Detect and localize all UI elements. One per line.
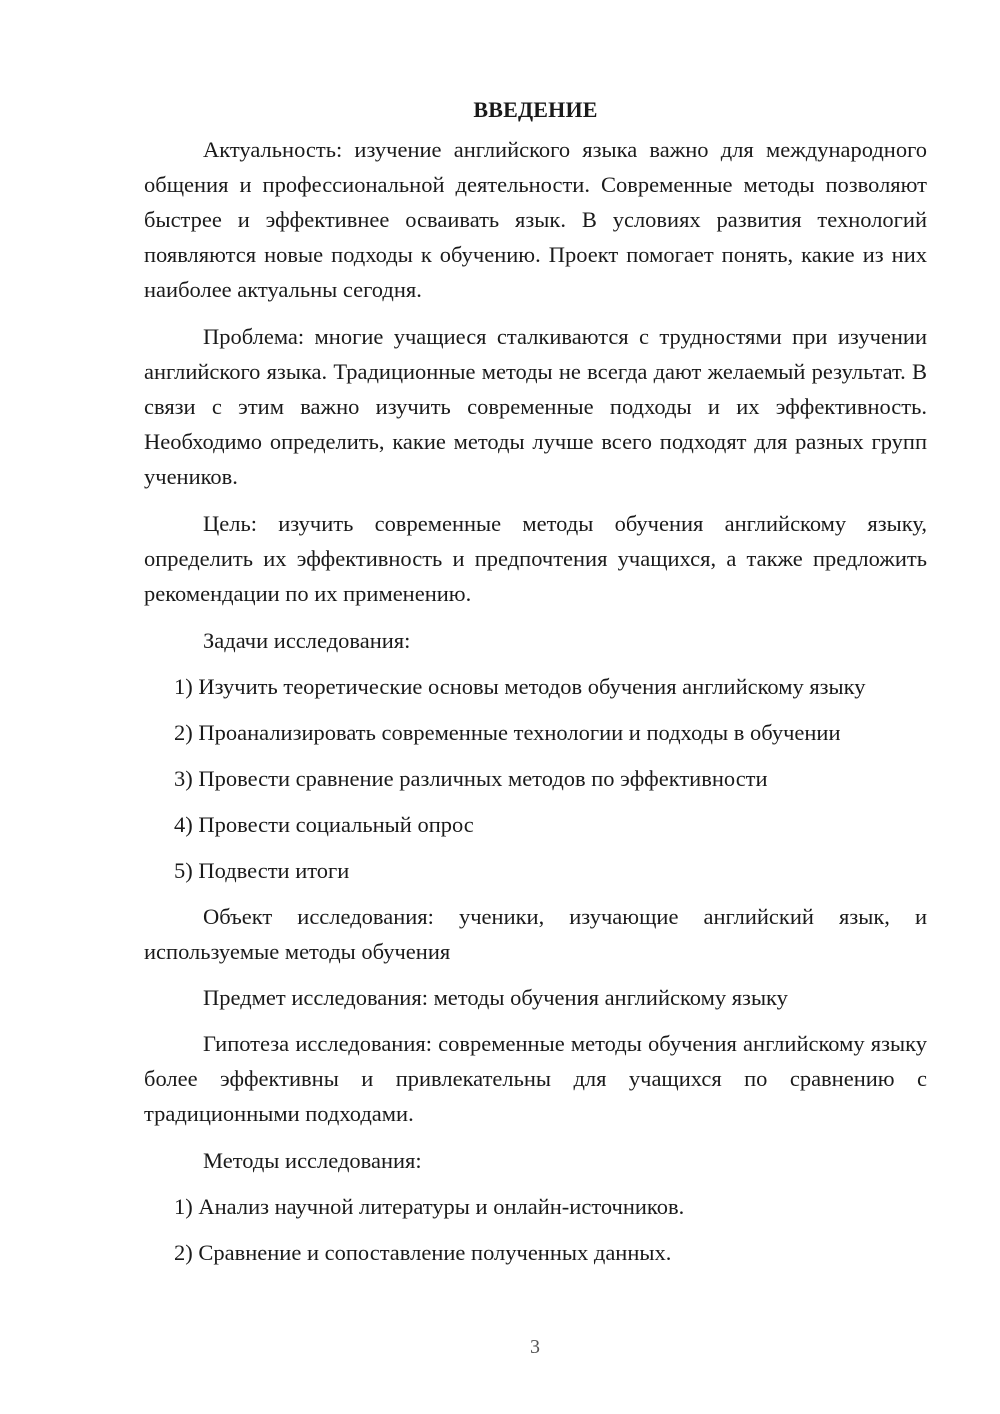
document-page — [144, 92, 927, 1270]
task-item: 3) Провести сравнение различных методов по эффективности — [174, 766, 768, 791]
method-item: 1) Анализ научной литературы и онлайн-источников. — [174, 1194, 685, 1219]
hypothesis-paragraph: Гипотеза исследования: современные методы обучения английскому языку более эффективны и привлекательны для учащихся по сравнению с традиционными подходами. — [144, 1031, 927, 1126]
section-title: ВВЕДЕНИЕ — [473, 97, 598, 122]
task-item: 1) Изучить теоретические основы методов обучения английскому языку — [174, 674, 866, 699]
object-paragraph: Объект исследования: ученики, изучающие английский язык, и используемые методы обучения — [144, 904, 927, 964]
task-item: 4) Провести социальный опрос — [174, 812, 474, 837]
goal-paragraph: Цель: изучить современные методы обучения английскому языку, определить их эффективность и предпочтения учащихся, а также предложить рекомендации по их применению. — [144, 511, 927, 606]
methods-heading: Методы исследования: — [203, 1148, 422, 1173]
page-number: 3 — [530, 1336, 540, 1358]
method-item: 2) Сравнение и сопоставление полученных данных. — [174, 1240, 672, 1265]
subject-paragraph: Предмет исследования: методы обучения английскому языку — [203, 985, 788, 1010]
tasks-heading: Задачи исследования: — [203, 628, 411, 653]
task-item: 5) Подвести итоги — [174, 858, 350, 883]
relevance-paragraph: Актуальность: изучение английского языка важно для международного общения и профессиональной деятельности. Современные методы позволяют быстрее и эффективнее осваивать язык. В условиях развития технологий появляются новые подходы к обучению. Проект помогает понять, какие из них наиболее актуальны сегодня. — [144, 137, 927, 302]
task-item: 2) Проанализировать современные технологии и подходы в обучении — [174, 720, 841, 745]
problem-paragraph: Проблема: многие учащиеся сталкиваются с трудностями при изучении английского языка. Традиционные методы не всегда дают желаемый результат. В связи с этим важно изучить современные подходы и их эффективность. Необходимо определить, какие методы лучше всего подходят для разных групп учеников. — [144, 324, 927, 489]
